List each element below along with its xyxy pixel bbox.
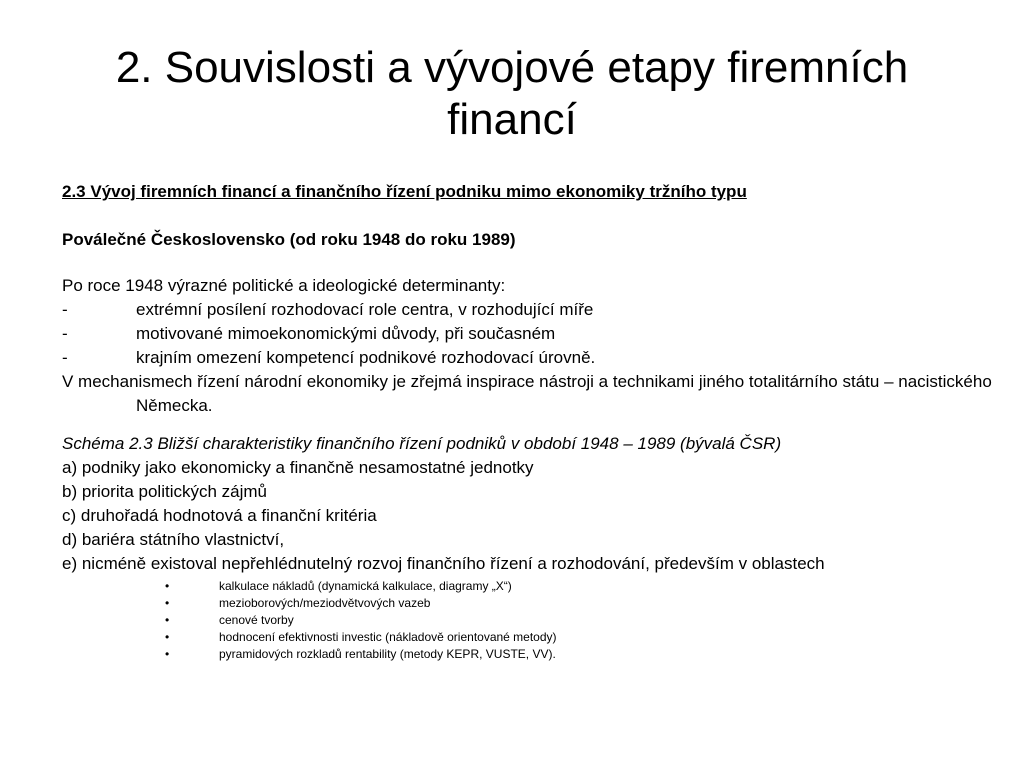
bullet-item-text: mezioborových/meziodvětvových vazeb [219, 596, 431, 610]
dash-marker: - [62, 348, 68, 367]
dash-item [62, 346, 992, 370]
bullet-list [62, 578, 992, 663]
bullet-item-text: pyramidových rozkladů rentability (metody KEPR, VUSTE, VV). [219, 647, 556, 661]
bullet-marker: • [165, 596, 170, 610]
schema-item: b) priorita politických zájmů [62, 482, 268, 501]
schema-item: a) podniky jako ekonomicky a finančně nesamostatné jednotky [62, 458, 534, 477]
bullet-item-text: cenové tvorby [219, 613, 294, 627]
bullet-item-text: kalkulace nákladů (dynamická kalkulace, diagramy „X“) [219, 579, 512, 593]
dash-item [62, 322, 992, 346]
spacer [62, 418, 992, 432]
mechanism-text: V mechanismech řízení národní ekonomiky je zřejmá inspirace nástroji a technikami jiného totalitárního státu – nacistického Německa. [62, 372, 992, 415]
schema-caption: Schéma 2.3 Bližší charakteristiky finančního řízení podniků v období 1948 – 1989 (bývalá ČSR) [62, 434, 782, 453]
dash-marker: - [62, 324, 68, 343]
slide-content [62, 180, 992, 663]
bullet-marker: • [165, 613, 170, 627]
slide-title: 2. Souvislosti a vývojové etapy firemních financí [115, 43, 909, 144]
section-subheading: 2.3 Vývoj firemních financí a finančního řízení podniku mimo ekonomiky tržního typu [62, 182, 747, 201]
dash-item-text: motivované mimoekonomickými důvody, při současném [136, 324, 556, 343]
bullet-item [62, 629, 992, 646]
section-heading: Poválečné Československo (od roku 1948 do roku 1989) [62, 230, 516, 249]
dash-item-text: extrémní posílení rozhodovací role centra, v rozhodující míře [136, 300, 594, 319]
bullet-item [62, 646, 992, 663]
bullet-marker: • [165, 647, 170, 661]
bullet-item-text: hodnocení efektivnosti investic (nákladově orientované metody) [219, 630, 557, 644]
schema-item: e) nicméně existoval nepřehlédnutelný rozvoj finančního řízení a rozhodování, především v oblastech [62, 554, 825, 573]
bullet-item [62, 612, 992, 629]
dash-item [62, 298, 992, 322]
dash-marker: - [62, 300, 68, 319]
schema-item: c) druhořadá hodnotová a finanční kritéria [62, 506, 377, 525]
bullet-marker: • [165, 579, 170, 593]
bullet-item [62, 595, 992, 612]
bullet-item [62, 578, 992, 595]
bullet-marker: • [165, 630, 170, 644]
intro-text: Po roce 1948 výrazné politické a ideologické determinanty: [62, 276, 506, 295]
schema-item: d) bariéra státního vlastnictví, [62, 530, 285, 549]
dash-item-text: krajním omezení kompetencí podnikové rozhodovací úrovně. [136, 348, 596, 367]
